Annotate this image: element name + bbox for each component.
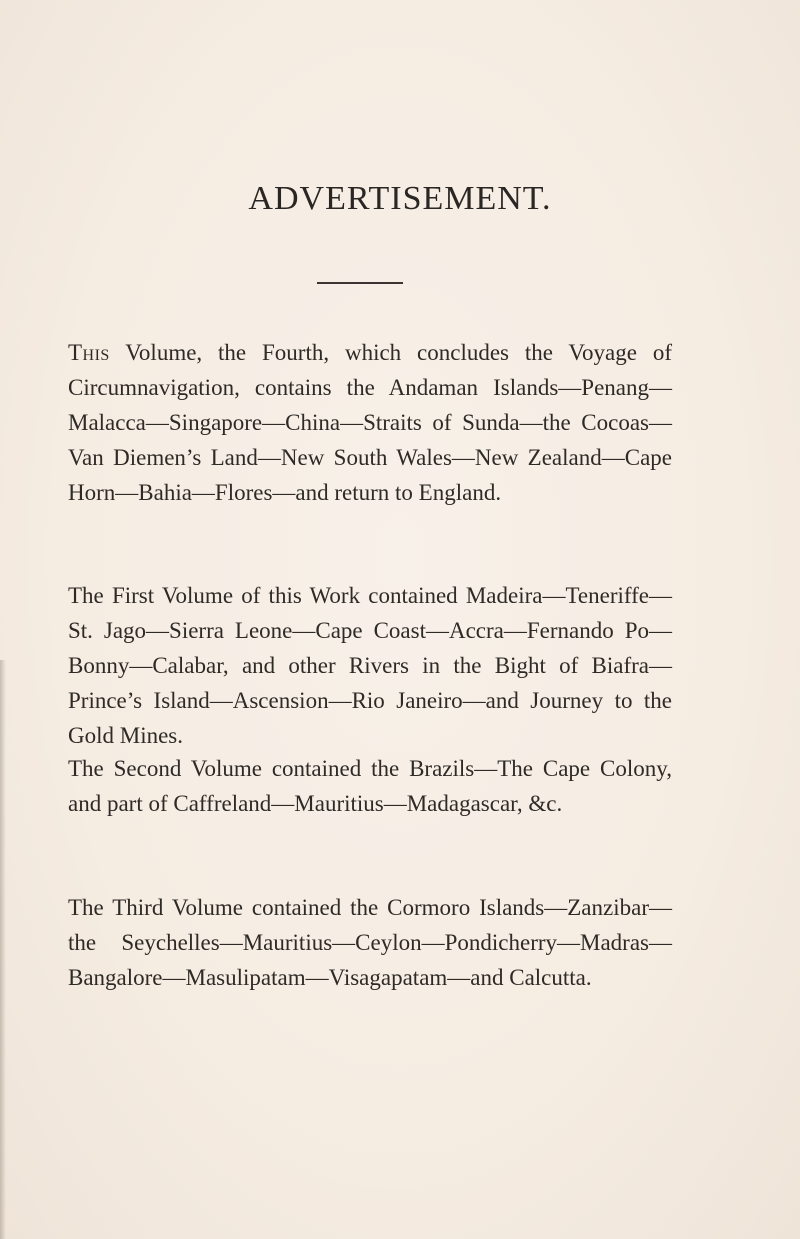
paragraph-second-volume: The Second Volume contained the Brazils—The Cape Colony, and part of Caffreland—Mauritius—Madagascar, &c. — [68, 756, 672, 816]
paragraph-lead-word: This — [68, 340, 110, 365]
paragraph-body: Volume, the Fourth, which concludes the Voyage of Circumnavigation, contains the Andaman Islands—Penang—Malacca—Singapore—China—Straits of Sunda—the Cocoas—Van Diemen’s Land—New South Wales—New Zealand—Cape Horn—Bahia—Flores—and return to England. — [68, 340, 672, 505]
page-title: ADVERTISEMENT. — [248, 180, 552, 217]
paragraph-first-volume: The First Volume of this Work contained Madeira—Teneriffe—St. Jago—Sierra Leone—Cape Coast—Accra—Fernando Po—Bonny—Calabar, and other Rivers in the Bight of Biafra—Prince’s Island—Ascension—Rio Janeiro—and Journey to the Gold Mines. — [68, 583, 672, 748]
page-edge-shadow — [0, 660, 6, 1239]
paragraph-fourth-volume — [68, 335, 672, 510]
paragraph-third-volume: The Third Volume contained the Cormoro Islands—Zanzibar—the Seychelles—Mauritius—Ceylon—Pondicherry—Madras—Bangalore—Masulipatam—Visagapatam—and Calcutta. — [68, 895, 672, 990]
title-rule-divider — [317, 282, 403, 284]
